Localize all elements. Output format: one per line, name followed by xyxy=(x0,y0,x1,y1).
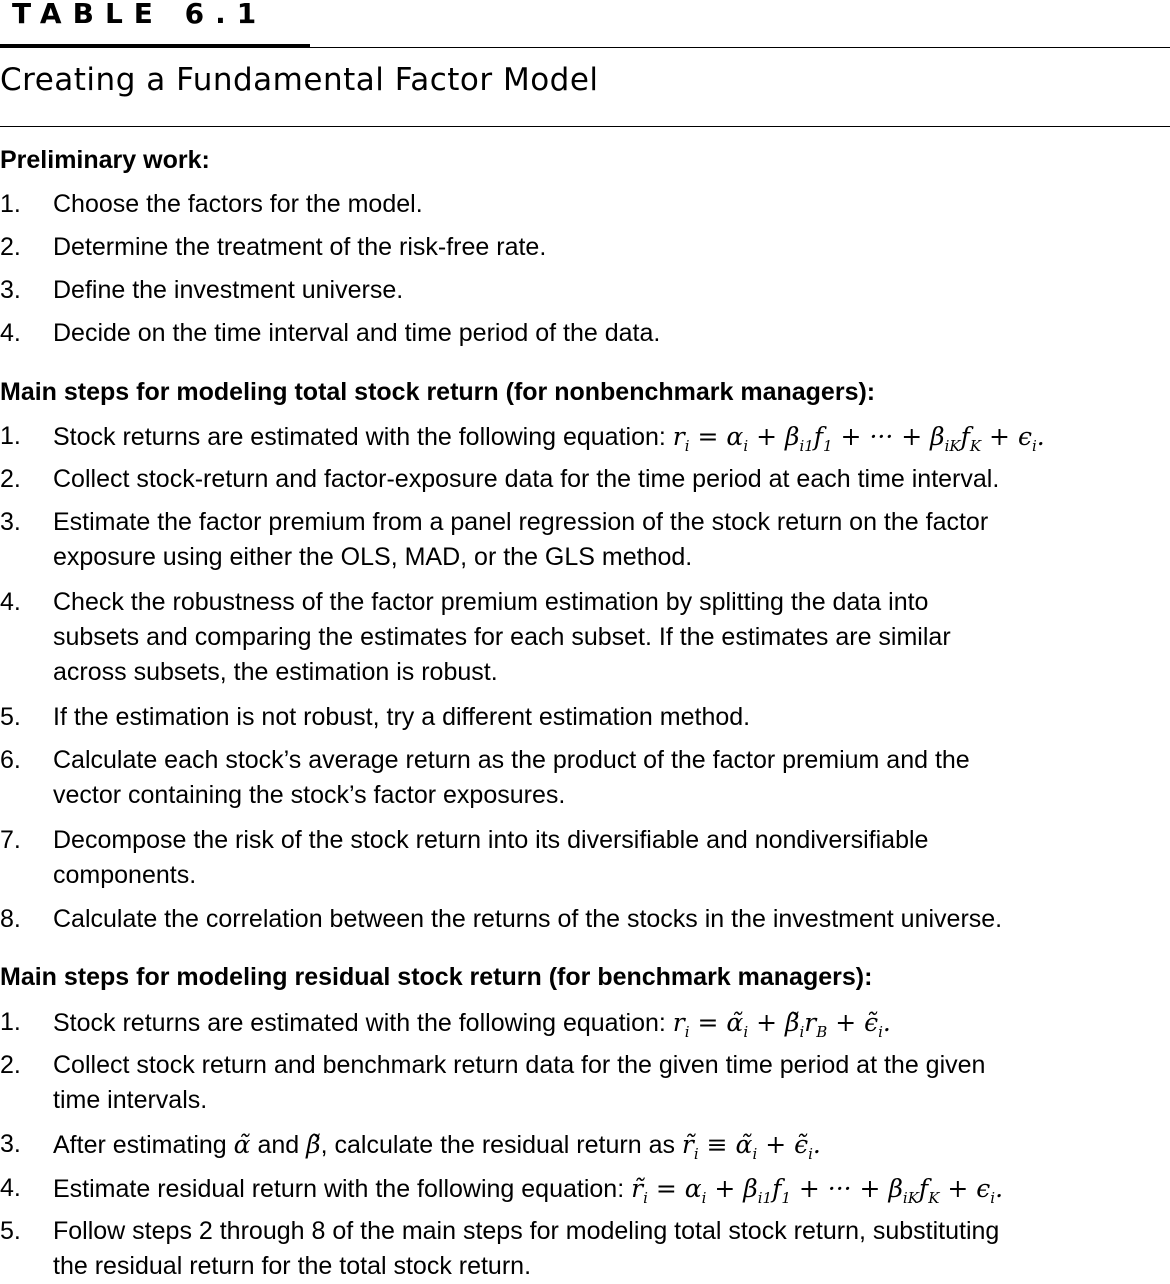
item-text: Estimate residual return with the following equation: xyxy=(53,1175,625,1203)
item-number: 4. xyxy=(0,319,21,347)
item-number: 8. xyxy=(0,905,21,933)
list-item xyxy=(0,505,1170,575)
item-number: 6. xyxy=(0,746,21,774)
list-item xyxy=(0,700,1170,735)
item-text: If the estimation is not robust, try a different estimation method. xyxy=(53,703,751,731)
item-number: 2. xyxy=(0,233,21,261)
item-text-line: time intervals. xyxy=(53,1086,208,1114)
item-text: and xyxy=(257,1131,300,1159)
item-text-line: the residual return for the total stock return. xyxy=(53,1252,532,1280)
list-item xyxy=(0,902,1170,937)
item-text-line: Collect stock return and benchmark return data for the given time period at the given xyxy=(53,1051,986,1079)
list-item xyxy=(0,316,1170,351)
list-item xyxy=(0,823,1170,893)
item-text-line: subsets and comparing the estimates for each subset. If the estimates are similar xyxy=(53,623,951,651)
item-text: Decide on the time interval and time period of the data. xyxy=(53,319,661,347)
item-number: 3. xyxy=(0,1130,21,1158)
header-thick-rule xyxy=(0,44,310,48)
factor-model-equation: $r_i = \alpha_i + \beta_{i1}f_1$ + ··· + $\beta_{iK}f_K + \epsilon_i$. xyxy=(672,422,1045,455)
item-text-line: Check the robustness of the factor premium estimation by splitting the data into xyxy=(53,588,929,616)
section-heading-preliminary: Preliminary work: xyxy=(0,146,210,174)
item-number: 3. xyxy=(0,508,21,536)
item-text-line: components. xyxy=(53,861,197,889)
item-text-line: Calculate each stock’s average return as the product of the factor premium and the xyxy=(53,746,970,774)
item-text-with-equation xyxy=(53,419,1170,455)
list-item xyxy=(0,743,1170,813)
item-text-line: across subsets, the estimation is robust. xyxy=(53,658,498,686)
table-label: TABLE 6.1 xyxy=(12,0,268,30)
item-number: 5. xyxy=(0,1217,21,1245)
item-text-line: exposure using either the OLS, MAD, or the GLS method. xyxy=(53,543,693,571)
item-text-with-equation xyxy=(53,1005,1170,1041)
item-number: 5. xyxy=(0,703,21,731)
list-item xyxy=(0,230,1170,265)
list-item xyxy=(0,273,1170,308)
item-text-with-equation xyxy=(53,1171,1170,1207)
item-text: Choose the factors for the model. xyxy=(53,190,423,218)
item-text-line: Decompose the risk of the stock return into its diversifiable and nondiversifiable xyxy=(53,826,929,854)
item-number: 4. xyxy=(0,1174,21,1202)
list-item xyxy=(0,462,1170,497)
item-number: 1. xyxy=(0,422,21,450)
item-number: 2. xyxy=(0,1051,21,1079)
title-rule xyxy=(0,126,1170,127)
header-thin-rule xyxy=(310,47,1170,48)
list-item xyxy=(0,1214,1170,1284)
item-text-line: Estimate the factor premium from a panel regression of the stock return on the factor xyxy=(53,508,989,536)
list-item xyxy=(0,1005,1170,1041)
section-heading-residual-return: Main steps for modeling residual stock return (for benchmark managers): xyxy=(0,963,873,991)
benchmark-model-equation: $r_i$ = $\alphã_i$ + $\betã_ir_B$ + $\epsiloñ_i$. xyxy=(672,1008,891,1041)
item-text: Calculate the correlation between the returns of the stocks in the investment universe. xyxy=(53,905,1003,933)
item-text: Determine the treatment of the risk-free rate. xyxy=(53,233,547,261)
residual-model-equation: $r̃_i = \alpha_i + \beta_{i1}f_1$ + ··· + $\beta_{iK}f_K + \epsilon_i$. xyxy=(631,1174,1004,1207)
item-text: Collect stock-return and factor-exposure data for the time period at each time interval. xyxy=(53,465,1000,493)
list-item xyxy=(0,1127,1170,1163)
item-text: Define the investment universe. xyxy=(53,276,404,304)
section-heading-total-return: Main steps for modeling total stock return (for nonbenchmark managers): xyxy=(0,378,876,406)
item-text: Stock returns are estimated with the following equation: xyxy=(53,423,666,451)
list-item xyxy=(0,1171,1170,1207)
item-number: 7. xyxy=(0,826,21,854)
item-number: 4. xyxy=(0,588,21,616)
item-text-with-equation xyxy=(53,1127,1170,1163)
item-number: 1. xyxy=(0,1008,21,1036)
alpha-tilde-symbol: α̃ xyxy=(233,1130,251,1159)
item-number: 1. xyxy=(0,190,21,218)
item-number: 2. xyxy=(0,465,21,493)
item-text: Stock returns are estimated with the following equation: xyxy=(53,1009,666,1037)
list-item xyxy=(0,585,1170,690)
item-number: 3. xyxy=(0,276,21,304)
item-text-line: Follow steps 2 through 8 of the main steps for modeling total stock return, substituting xyxy=(53,1217,1000,1245)
item-text: After estimating xyxy=(53,1131,227,1159)
list-item xyxy=(0,419,1170,455)
item-text-line: vector containing the stock’s factor exposures. xyxy=(53,781,566,809)
item-text: , calculate the residual return as xyxy=(320,1131,675,1159)
list-item xyxy=(0,1048,1170,1118)
list-item xyxy=(0,187,1170,222)
beta-tilde-symbol: β̃ xyxy=(306,1130,321,1159)
table-title: Creating a Fundamental Factor Model xyxy=(0,62,599,98)
residual-return-definition: $r̃_i$ ≡ $\alphã_i$ + $\epsiloñ_i$. xyxy=(681,1130,821,1163)
